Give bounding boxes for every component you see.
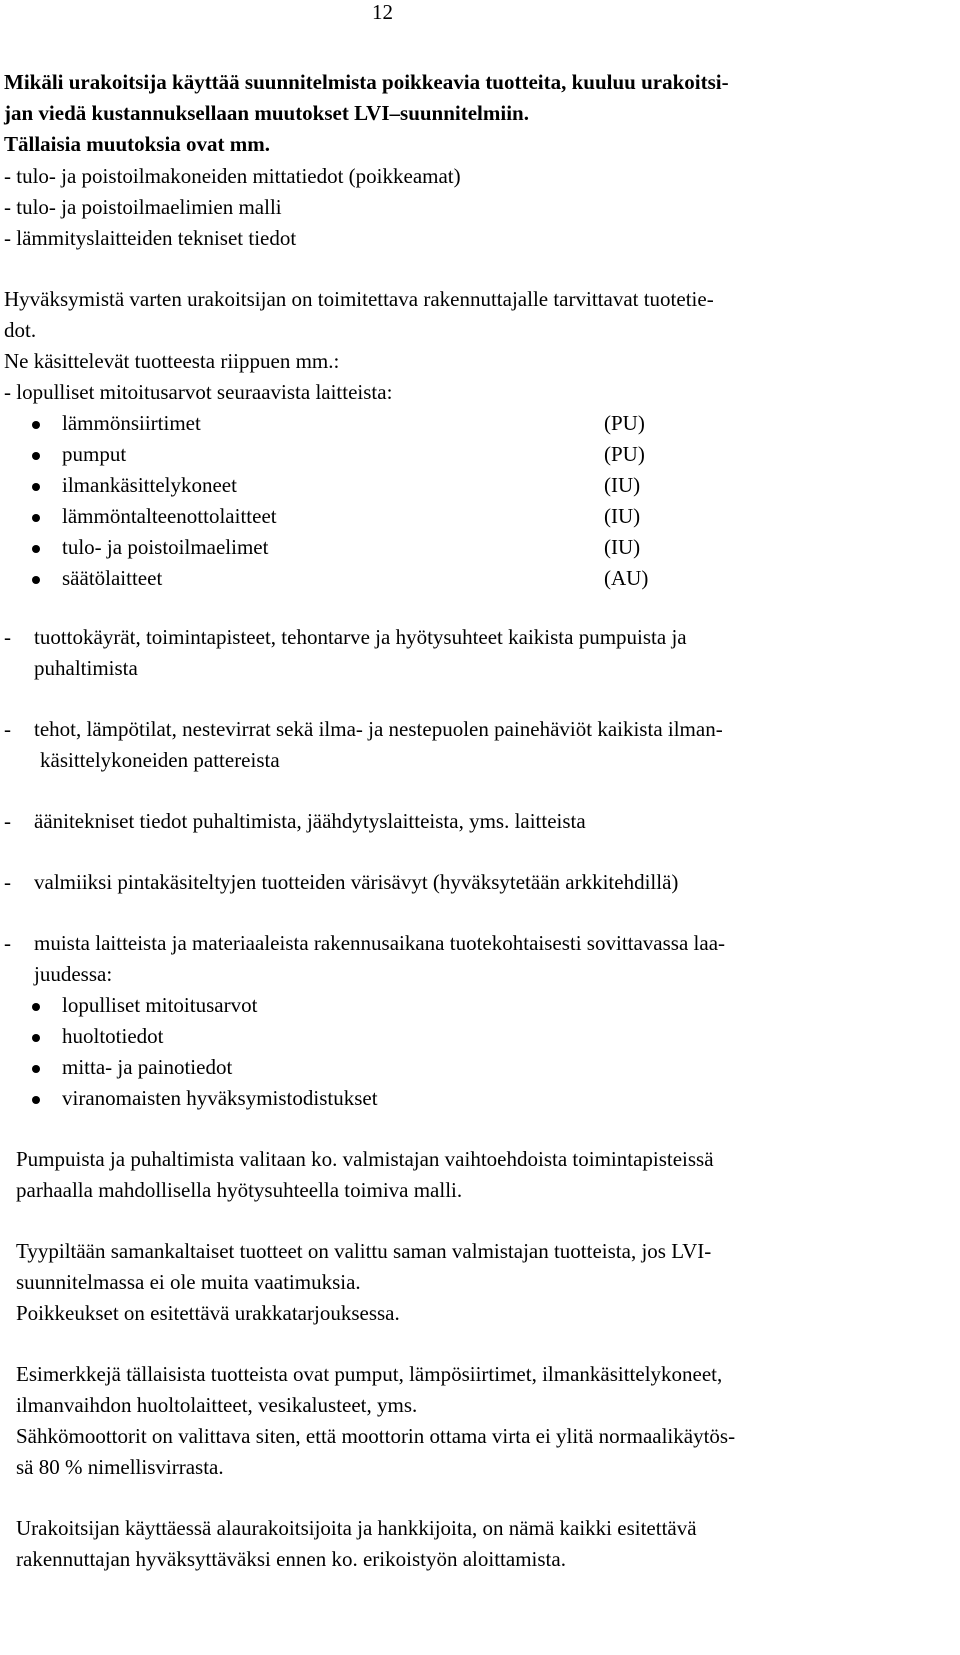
text-line: Tyypiltään samankaltaiset tuotteet on valittu saman valmistajan tuotteista, jos LVI- — [16, 1239, 712, 1263]
bullet-icon — [32, 1003, 40, 1011]
text-line: Pumpuista ja puhaltimista valitaan ko. valmistajan vaihtoehdoista toimintapisteissä — [16, 1147, 714, 1171]
equipment-name: ilmankäsittelykoneet — [62, 473, 237, 497]
bullet-icon — [32, 576, 40, 584]
page-number: 12 — [372, 0, 393, 24]
bullet-icon — [32, 1096, 40, 1104]
equipment-name: säätölaitteet — [62, 566, 163, 590]
dash-text: puhaltimista — [34, 656, 138, 680]
text-line: Hyväksymistä varten urakoitsijan on toimitettava rakennuttajalle tarvittavat tuotetie- — [4, 287, 714, 311]
dash-mark: - — [4, 625, 11, 649]
dash-text: valmiiksi pintakäsiteltyjen tuotteiden värisävyt (hyväksytetään arkkitehdillä) — [34, 870, 679, 894]
text-line: jan viedä kustannuksellaan muutokset LVI–suunnitelmiin. — [4, 101, 529, 125]
text-line: dot. — [4, 318, 37, 342]
dash-mark: - — [4, 931, 11, 955]
dash-line: - lämmityslaitteiden tekniset tiedot — [4, 226, 297, 250]
bullet-icon — [32, 483, 40, 491]
bullet-icon — [32, 514, 40, 522]
equipment-code: (IU) — [604, 473, 641, 497]
dash-text: juudessa: — [34, 962, 113, 986]
equipment-name: pumput — [62, 442, 127, 466]
text-line: Tällaisia muutoksia ovat mm. — [4, 132, 271, 156]
bullet-icon — [32, 545, 40, 553]
dash-line: - lopulliset mitoitusarvot seuraavista laitteista: — [4, 380, 393, 404]
text-line: Ne käsittelevät tuotteesta riippuen mm.: — [4, 349, 340, 373]
equipment-code: (IU) — [604, 535, 641, 559]
list-item-label: viranomaisten hyväksymistodistukset — [62, 1086, 378, 1110]
dash-line: - tulo- ja poistoilmaelimien malli — [4, 195, 282, 219]
text-line: suunnitelmassa ei ole muita vaatimuksia. — [16, 1270, 361, 1294]
equipment-code: (AU) — [604, 566, 649, 590]
dash-mark: - — [4, 870, 11, 894]
dash-text: äänitekniset tiedot puhaltimista, jäähdytyslaitteista, yms. laitteista — [34, 809, 586, 833]
text-line: ilmanvaihdon huoltolaitteet, vesikalusteet, yms. — [16, 1393, 418, 1417]
bullet-icon — [32, 421, 40, 429]
list-item-label: lopulliset mitoitusarvot — [62, 993, 258, 1017]
equipment-name: tulo- ja poistoilmaelimet — [62, 535, 269, 559]
list-item-label: mitta- ja painotiedot — [62, 1055, 233, 1079]
dash-text: käsittelykoneiden pattereista — [40, 748, 280, 772]
equipment-code: (PU) — [604, 411, 645, 435]
text-line: Urakoitsijan käyttäessä alaurakoitsijoita ja hankkijoita, on nämä kaikki esitettävä — [16, 1516, 697, 1540]
equipment-name: lämmönsiirtimet — [62, 411, 201, 435]
text-line: rakennuttajan hyväksyttäväksi ennen ko. erikoistyön aloittamista. — [16, 1547, 566, 1571]
bullet-icon — [32, 452, 40, 460]
text-line: sä 80 % nimellisvirrasta. — [16, 1455, 224, 1479]
text-line: Poikkeukset on esitettävä urakkatarjouksessa. — [16, 1301, 400, 1325]
text-line: Mikäli urakoitsija käyttää suunnitelmista poikkeavia tuotteita, kuuluu urakoitsi- — [4, 70, 729, 94]
bullet-icon — [32, 1065, 40, 1073]
dash-text: muista laitteista ja materiaaleista rakennusaikana tuotekohtaisesti sovittavassa laa- — [34, 931, 726, 955]
dash-mark: - — [4, 717, 11, 741]
text-line: Esimerkkejä tällaisista tuotteista ovat pumput, lämpösiirtimet, ilmankäsittelykoneet, — [16, 1362, 723, 1386]
bullet-icon — [32, 1034, 40, 1042]
equipment-code: (IU) — [604, 504, 641, 528]
dash-mark: - — [4, 809, 11, 833]
list-item-label: huoltotiedot — [62, 1024, 164, 1048]
dash-line: - tulo- ja poistoilmakoneiden mittatiedot (poikkeamat) — [4, 164, 461, 188]
dash-text: tehot, lämpötilat, nestevirrat sekä ilma- ja nestepuolen painehäviöt kaikista ilman- — [34, 717, 723, 741]
equipment-name: lämmöntalteenottolaitteet — [62, 504, 277, 528]
equipment-code: (PU) — [604, 442, 645, 466]
text-line: Sähkömoottorit on valittava siten, että moottorin ottama virta ei ylitä normaalikäytös- — [16, 1424, 736, 1448]
dash-text: tuottokäyrät, toimintapisteet, tehontarve ja hyötysuhteet kaikista pumpuista ja — [34, 625, 687, 649]
text-line: parhaalla mahdollisella hyötysuhteella toimiva malli. — [16, 1178, 463, 1202]
